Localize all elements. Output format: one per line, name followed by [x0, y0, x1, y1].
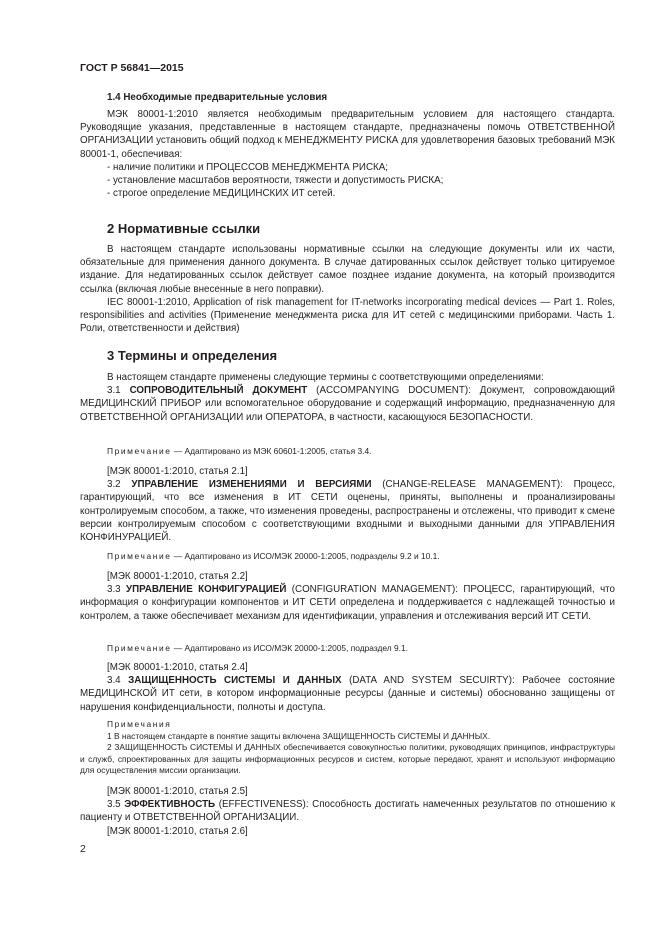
term-definition: 3.3 УПРАВЛЕНИЕ КОНФИГУРАЦИЕЙ (CONFIGURATION MANAGEMENT): ПРОЦЕСС, гарантирующий, что информация о конфигурации компонентов и ИТ СЕТИ определена и поддерживается с надлежащей точностью и контролем, а также обеспечивает механизм для идентификации, управления и отслеживания версий ИТ СЕТИ. [80, 584, 616, 622]
document-header: ГОСТ Р 56841—2015 [80, 62, 184, 74]
term-definition: 3.5 ЭФФЕКТИВНОСТЬ (EFFECTIVENESS): Способность достигать намеченных результатов по отношению к пациенту и ОТВЕТСТВЕННОЙ ОРГАНИЗАЦИИ. [80, 799, 616, 824]
term-3-3 [80, 570, 615, 623]
reference: [МЭК 80001-1:2010, статья 2.5] [107, 786, 248, 797]
term-3-3-note: Примечание — Адаптировано из ИСО/МЭК 20000-1:2005, подраздел 9.1. [107, 643, 408, 653]
paragraph: МЭК 80001-1:2010 является необходимым предварительным условием для настоящего стандарта. Руководящие указания, представленные в настоящем стандарте, предназначены помочь ОТВЕТСТВЕННОЙ ОРГАНИЗАЦИИ установить общий подход к МЕНЕДЖМЕНТУ РИСКА для удовлетворения базовых требований МЭК 80001-1, обеспечивая: [80, 109, 615, 160]
term-3-1 [80, 371, 615, 424]
term-3-4 [80, 661, 615, 714]
section-2-title: 2 Нормативные ссылки [107, 221, 261, 236]
section-1-4-body [80, 108, 615, 200]
list-item: - наличие политики и ПРОЦЕССОВ МЕНЕДЖМЕНТА РИСКА; [107, 161, 388, 173]
term-definition: 3.4 ЗАЩИЩЕННОСТЬ СИСТЕМЫ И ДАННЫХ (DATA AND SYSTEM SECUIRTY): Рабочее состояние МЕДИЦИНСКОЙ ИТ сети, в котором информационные ресурсы (данные и системы) обоснованно защищены от нарушения конфиденциальности, полноты и доступа. [80, 675, 616, 713]
paragraph: В настоящем стандарте использованы нормативные ссылки на следующие документы или их части, обязательные для применения данного документа. В случае датированных ссылок действует только цитируемое издание. Для недатированных ссылок действует самое позднее издание документа, на который производится ссылка (включая любые внесенные в него поправки). [80, 244, 615, 295]
term-name: СОПРОВОДИТЕЛЬНЫЙ ДОКУМЕНТ [129, 385, 308, 397]
term-3-2 [80, 465, 615, 544]
list-item: - установление масштабов вероятности, тяжести и допустимость РИСКА; [107, 175, 444, 187]
term-3-1-note: Примечание — Адаптировано из МЭК 60601-1:2005, статья 3.4. [107, 446, 372, 456]
term-definition: 3.1 СОПРОВОДИТЕЛЬНЫЙ ДОКУМЕНТ (ACCOMPANYING DOCUMENT): Документ, сопровождающий МЕДИЦИНСКИЙ ПРИБОР или вспомогательное оборудование и содержащий информацию, предназначенную для ОТВЕТСТВЕННОЙ ОРГАНИЗАЦИИ или ОПЕРАТОРА, в частности, касающуюся БЕЗОПАСНОСТИ. [80, 385, 615, 423]
term-3-4-notes: Примечания 1 В настоящем стандарте в понятие защиты включена ЗАЩИЩЕННОСТЬ СИСТЕМЫ И ДАННЫХ. 2 ЗАЩИЩЕННОСТЬ СИСТЕМЫ И ДАННЫХ обеспечивается совокупностью политики, руководящих принципов, инфраструктуры и служб, спроектированных для защиты информационных ресурсов и систем, которые передают, хранят и используют информацию для осуществления миссии организации. [80, 719, 615, 775]
reference: [МЭК 80001-1:2010, статья 2.4] [107, 662, 248, 673]
term-name: ЭФФЕКТИВНОСТЬ [124, 799, 216, 811]
paragraph: IEC 80001-1:2010, Application of risk management for IT-networks incorporating medical devices — Part 1. Roles, responsibilities and activities (Применение менеджмента риска для ИТ сетей с медицинскими приборами. Часть 1. Роли, ответственности и действия) [80, 296, 615, 335]
note-2: 2 ЗАЩИЩЕННОСТЬ СИСТЕМЫ И ДАННЫХ обеспечивается совокупностью политики, руководящих принципов, инфраструктуры и служб, спроектированных для защиты информационных ресурсов и систем, которые передают, хранят и используют информацию для осуществления миссии организации. [80, 742, 615, 775]
term-name: УПРАВЛЕНИЕ КОНФИГУРАЦИЕЙ [125, 584, 287, 596]
reference: [МЭК 80001-1:2010, статья 2.6] [107, 825, 248, 837]
section-3-title: 3 Термины и определения [107, 348, 278, 363]
reference: [МЭК 80001-1:2010, статья 2.2] [107, 571, 248, 582]
term-name: ЗАЩИЩЕННОСТЬ СИСТЕМЫ И ДАННЫХ [128, 675, 342, 687]
term-name: УПРАВЛЕНИЕ ИЗМЕНЕНИЯМИ И ВЕРСИЯМИ [131, 479, 372, 491]
page-number: 2 [80, 843, 86, 855]
list-item: - строгое определение МЕДИЦИНСКИХ ИТ сетей. [107, 188, 336, 200]
reference: [МЭК 80001-1:2010, статья 2.1] [107, 466, 248, 477]
section-1-4-title: 1.4 Необходимые предварительные условия [107, 92, 328, 103]
term-3-5 [80, 785, 615, 838]
note-1: 1 В настоящем стандарте в понятие защиты включена ЗАЩИЩЕННОСТЬ СИСТЕМЫ И ДАННЫХ. [107, 730, 491, 741]
term-3-2-note: Примечание — Адаптировано из ИСО/МЭК 20000-1:2005, подразделы 9.2 и 10.1. [107, 551, 440, 561]
term-definition: 3.2 УПРАВЛЕНИЕ ИЗМЕНЕНИЯМИ И ВЕРСИЯМИ (CHANGE-RELEASE MANAGEMENT): Процесс, гарантирующий, что все изменения в ИТ СЕТИ оценены, приняты, выполнены и проанализированы контролируемым способом, а также, что изменения проведены, распространены и отслежены, что приводит к смене версии контролируемым способом с соответствующими входными и выходными данными для УПРАВЛЕНИЯ КОНФИНУРАЦИЕЙ. [80, 479, 616, 544]
paragraph: В настоящем стандарте применены следующие термины с соответствующими определениями: [107, 372, 544, 383]
section-2-body [80, 243, 615, 335]
